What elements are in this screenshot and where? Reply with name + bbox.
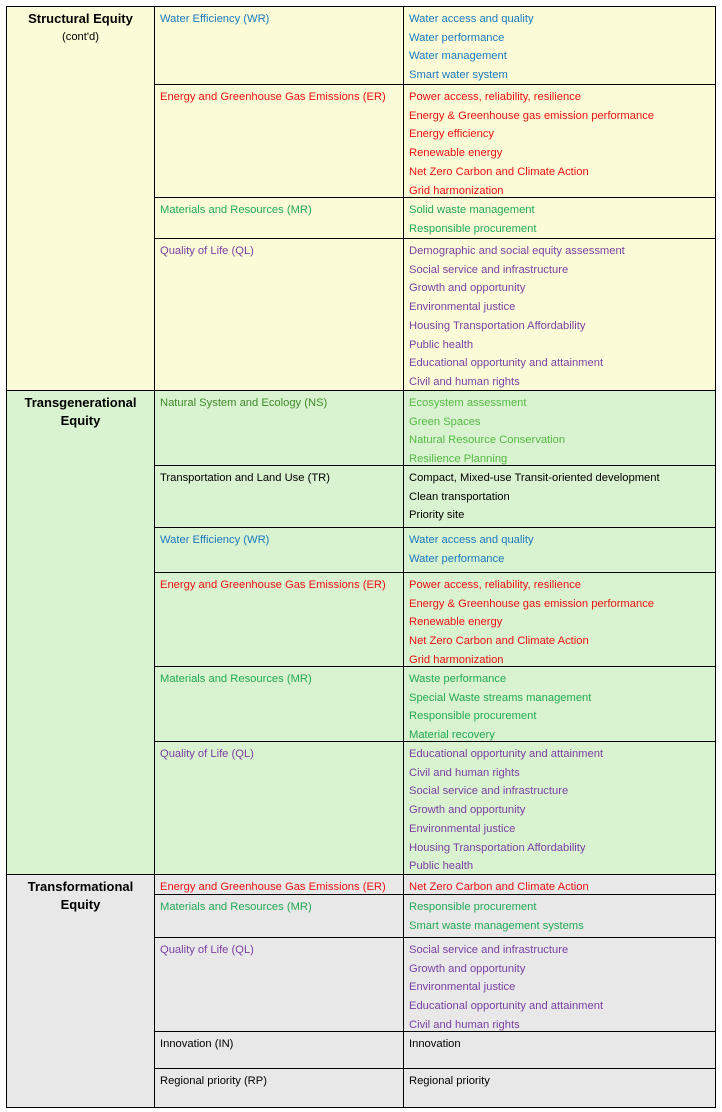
category-cell: Energy and Greenhouse Gas Emissions (ER) [155, 875, 404, 894]
criterion-item: Special Waste streams management [409, 691, 592, 704]
category-cell: Transportation and Land Use (TR) [155, 466, 404, 527]
criterion-item: Solid waste management [409, 204, 535, 216]
criteria-cell [404, 895, 716, 937]
criterion-item: Growth and opportunity [409, 282, 526, 295]
criterion-item: Compact, Mixed-use Transit-oriented development [409, 472, 660, 484]
table-row [155, 239, 716, 390]
criteria-cell [404, 239, 716, 390]
table-row [155, 1032, 716, 1069]
equity-criteria-table [6, 6, 716, 1108]
criterion-item: Renewable energy [409, 616, 503, 629]
criteria-cell [404, 573, 716, 666]
table-row [155, 1069, 716, 1107]
criterion-item: Responsible procurement [409, 901, 537, 913]
table-row [155, 667, 716, 742]
criterion-item: Innovation [409, 1038, 461, 1050]
criterion-item: Natural Resource Conservation [409, 434, 566, 447]
criteria-cell [404, 7, 716, 84]
criteria-cell [404, 466, 716, 527]
criterion-item: Resilience Planning [409, 453, 508, 466]
category-cell: Materials and Resources (MR) [155, 667, 404, 741]
criteria-cell [404, 528, 716, 572]
criterion-item: Green Spaces [409, 415, 481, 428]
section-transgenerational-equity [6, 391, 716, 875]
category-cell: Natural System and Ecology (NS) [155, 391, 404, 465]
criterion-item: Power access, reliability, resilience [409, 91, 582, 103]
category-cell: Energy and Greenhouse Gas Emissions (ER) [155, 85, 404, 197]
criterion-item: Educational opportunity and attainment [409, 748, 604, 760]
section-title-cell [6, 875, 155, 1107]
criterion-item: Housing Transportation Affordability [409, 841, 586, 854]
criterion-item: Material recovery [409, 729, 495, 742]
criterion-item: Civil and human rights [409, 1018, 520, 1031]
category-cell: Quality of Life (QL) [155, 239, 404, 390]
criterion-item: Environmental justice [409, 981, 516, 994]
table-row [155, 198, 716, 239]
criterion-item: Responsible procurement [409, 710, 537, 723]
criteria-cell [404, 875, 716, 894]
table-row [155, 391, 716, 466]
section-title-cell [6, 7, 155, 390]
criteria-cell [404, 1032, 716, 1068]
criterion-item: Water performance [409, 31, 505, 44]
criteria-cell [404, 1069, 716, 1107]
criterion-item: Demographic and social equity assessment [409, 245, 625, 257]
criterion-item: Water management [409, 50, 507, 63]
criterion-item: Power access, reliability, resilience [409, 579, 582, 591]
criterion-item: Public health [409, 338, 474, 351]
criterion-item: Civil and human rights [409, 766, 520, 779]
section-structural-equity [6, 6, 716, 391]
criterion-item: Clean transportation [409, 490, 510, 503]
criterion-item: Educational opportunity and attainment [409, 357, 604, 370]
criterion-item: Ecosystem assessment [409, 397, 527, 409]
table-row [155, 85, 716, 198]
criterion-item: Environmental justice [409, 822, 516, 835]
criterion-item: Environmental justice [409, 301, 516, 314]
criterion-item: Net Zero Carbon and Climate Action [409, 165, 589, 178]
category-cell: Water Efficiency (WR) [155, 7, 404, 84]
table-row [155, 938, 716, 1032]
section-title: Structural Equity [28, 11, 133, 26]
criteria-cell [404, 85, 716, 197]
criterion-item: Net Zero Carbon and Climate Action [409, 881, 589, 893]
category-cell: Materials and Resources (MR) [155, 198, 404, 238]
criterion-item: Growth and opportunity [409, 962, 526, 975]
criterion-item: Social service and infrastructure [409, 263, 569, 276]
criterion-item: Educational opportunity and attainment [409, 1000, 604, 1013]
section-transformational-equity [6, 875, 716, 1108]
criterion-item: Growth and opportunity [409, 804, 526, 817]
criteria-cell [404, 198, 716, 238]
criterion-item: Water access and quality [409, 13, 534, 25]
criterion-item: Grid harmonization [409, 184, 504, 197]
table-row [155, 7, 716, 85]
category-cell: Water Efficiency (WR) [155, 528, 404, 572]
category-cell: Regional priority (RP) [155, 1069, 404, 1107]
criterion-item: Public health [409, 860, 474, 873]
criterion-item: Waste performance [409, 673, 507, 685]
criterion-item: Energy efficiency [409, 128, 494, 141]
table-row [155, 573, 716, 667]
criterion-item: Responsible procurement [409, 222, 537, 235]
criterion-item: Smart waste management systems [409, 919, 584, 932]
criterion-item: Grid harmonization [409, 653, 504, 666]
criterion-item: Smart water system [409, 69, 508, 82]
table-row [155, 742, 716, 874]
category-cell: Innovation (IN) [155, 1032, 404, 1068]
criteria-cell [404, 938, 716, 1031]
section-title: Transformational Equity [27, 879, 134, 912]
category-cell: Quality of Life (QL) [155, 742, 404, 874]
criterion-item: Priority site [409, 509, 465, 522]
criterion-item: Water performance [409, 552, 505, 565]
section-rows [155, 391, 716, 874]
criterion-item: Regional priority [409, 1075, 490, 1087]
section-rows [155, 875, 716, 1107]
criteria-cell [404, 391, 716, 465]
section-rows [155, 7, 716, 390]
criterion-item: Civil and human rights [409, 375, 520, 388]
criterion-item: Energy & Greenhouse gas emission performance [409, 109, 655, 122]
category-cell: Quality of Life (QL) [155, 938, 404, 1031]
section-subtitle: (cont'd) [62, 31, 99, 43]
criterion-item: Renewable energy [409, 147, 503, 160]
criterion-item: Social service and infrastructure [409, 944, 569, 956]
table-row [155, 875, 716, 895]
category-cell: Materials and Resources (MR) [155, 895, 404, 937]
table-row [155, 466, 716, 528]
section-title: Transgenerational Equity [24, 395, 137, 428]
table-row [155, 528, 716, 573]
criterion-item: Social service and infrastructure [409, 785, 569, 798]
criterion-item: Water access and quality [409, 534, 534, 546]
section-title-cell [6, 391, 155, 874]
criterion-item: Energy & Greenhouse gas emission performance [409, 597, 655, 610]
criterion-item: Housing Transportation Affordability [409, 319, 586, 332]
criteria-cell [404, 742, 716, 874]
criteria-cell [404, 667, 716, 741]
category-cell: Energy and Greenhouse Gas Emissions (ER) [155, 573, 404, 666]
criterion-item: Net Zero Carbon and Climate Action [409, 635, 589, 648]
table-row [155, 895, 716, 938]
